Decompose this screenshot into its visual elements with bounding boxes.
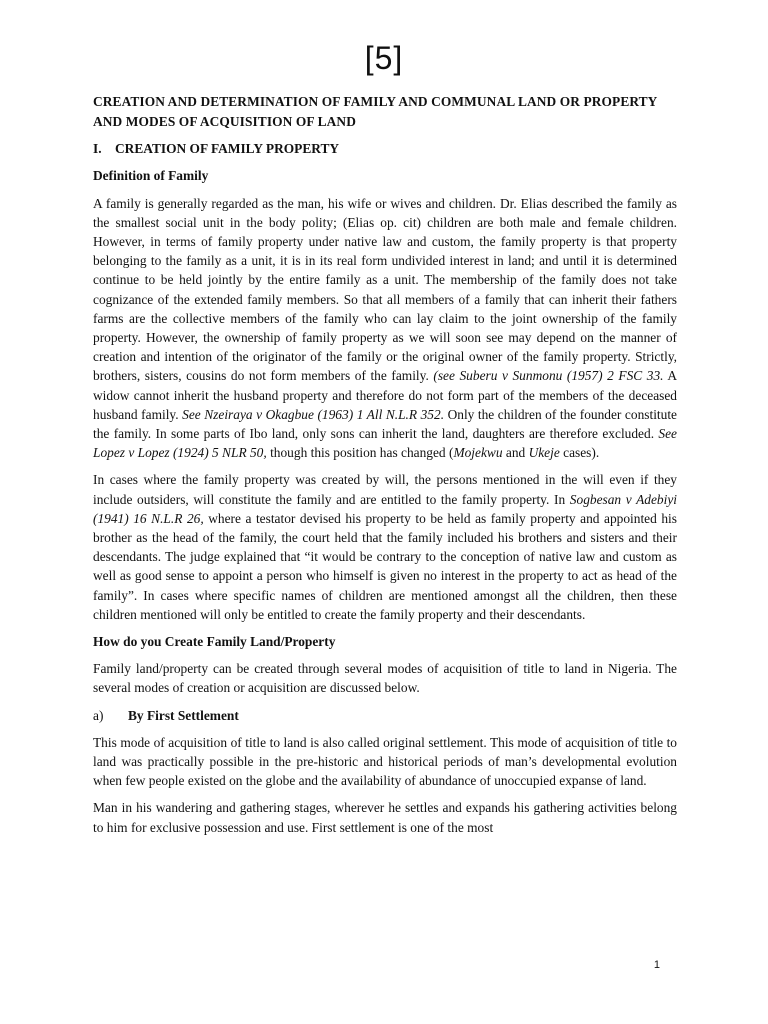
document-body <box>93 92 677 845</box>
case-citation: See Nzeiraya v Okagbue (1963) 1 All N.L.R 352. <box>182 406 445 422</box>
paragraph-original-settlement: This mode of acquisition of title to land is also called original settlement. This mode of acquisition of title to land was practically possible in the pre-historic and historical periods of man’s developmental evolution when few people existed on the globe and the availability of abundance of unoccupied expanse of land. <box>93 734 677 789</box>
document-title: CREATION AND DETERMINATION OF FAMILY AND COMMUNAL LAND OR PROPERTY AND MODES OF ACQUISITION OF LAND <box>93 94 657 129</box>
paragraph-family-definition <box>93 194 677 463</box>
list-item-first-settlement <box>93 706 677 725</box>
page-marker: [5] <box>364 40 404 76</box>
text-run: A widow cannot inherit the husband property and therefore do not form part of the members of the deceased husband family. <box>93 368 678 422</box>
case-citation: See Lopez v Lopez (1924) 5 NLR 50, <box>93 426 677 461</box>
section-number: I. <box>93 141 102 157</box>
page-number: 1 <box>653 959 660 971</box>
section-title: CREATION OF FAMILY PROPERTY <box>115 141 340 157</box>
case-citation: Sogbesan v Adebiyi (1941) 16 N.L.R 26, <box>93 491 677 526</box>
text-run: A family is generally regarded as the man, his wife or wives and children. Dr. Elias described the family as the smallest social unit in the body polity; (Elias op. cit) children are both male and female children. However, in terms of family property under native law and custom, the family property is that property belonging to the family as a unit, it is in its real form undivided interest in land; and until it is determined continue to be held jointly by the entire family as a unit. The membership of the family does not take cognizance of the extended family members. So that all members of a family that can inherit their fathers farms are the collective members of the family who can lay claim to the joint ownership of the family property. However, the ownership of family property as we will soon see may depend on the manner of creation and intention of the originator of the family or the original owner of the family property. Strictly, brothers, sisters, cousins do not form members of the family. <box>93 195 677 384</box>
section-heading <box>93 139 677 158</box>
text-run: though this position has changed ( <box>266 445 454 461</box>
case-citation: Mojekwu <box>453 445 503 461</box>
paragraph-modes-intro: Family land/property can be created through several modes of acquisition of title to land in Nigeria. The several modes of creation or acquisition are discussed below. <box>93 661 677 696</box>
create-family-land-heading: How do you Create Family Land/Property <box>93 634 336 650</box>
text-run: where a testator devised his property to be held as family property and appointed his brother as the head of the family, the court held that the family included his brothers and sisters and their descendants. The judge explained that “it would be contrary to the conception of native law and custom as well as good sense to appoint a person who himself is given no interest in the property to act as head of the family”. In cases where specific names of children are mentioned amongst all the children, then these children mentioned will only be entitled to create the family property and their descendants. <box>93 510 677 622</box>
paragraph-wandering-stages: Man in his wandering and gathering stages, wherever he settles and expands his gathering activities belong to him for exclusive possession and use. First settlement is one of the most <box>93 800 677 835</box>
text-run: cases). <box>559 445 600 461</box>
list-marker: a) <box>93 707 104 723</box>
text-run: In cases where the family property was created by will, the persons mentioned in the will even if they include outsiders, will constitute the family and are entitled to the family property. In <box>93 472 677 507</box>
case-citation: (see Suberu v Sunmonu (1957) 2 FSC 33. <box>433 368 664 384</box>
paragraph-family-by-will <box>93 470 677 624</box>
case-citation: Ukeje <box>528 445 560 461</box>
text-run: and <box>502 445 529 461</box>
list-label: By First Settlement <box>128 707 239 723</box>
definition-heading: Definition of Family <box>93 168 209 184</box>
text-run: Only the children of the founder constitute the family. In some parts of Ibo land, only sons can inherit the land, daughters are therefore excluded. <box>93 406 677 442</box>
